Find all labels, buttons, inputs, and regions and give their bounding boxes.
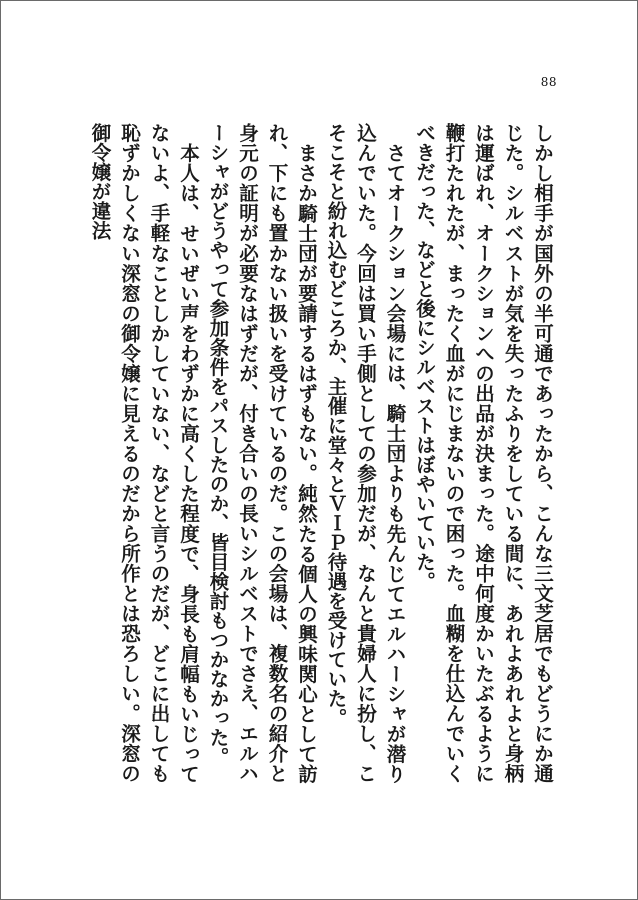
paragraph: しかし相手が国外の半可通であったから、こんな三文芝居でもどうにか通じた。シルベストが気を失ったふりをしている間に、あれよあれよと身柄は運ばれ、オークションへの出品が決まった。途中何度かいたぶるように鞭打たれたが、まったく血がにじまないので困った。血糊を仕込んでいくべきだった、などと後にシルベストはぼやいていた。 xyxy=(413,123,554,783)
page-number: 88 xyxy=(540,75,557,89)
paragraph: さてオークション会場には、騎士団よりも先んじてエルハーシャが潜り込んでいた。今回は買い手側としての参加だが、なんと貴婦人に扮し、こそこそと紛れ込むどころか、主催に堂々とＶＩＰ待遇を受けていた。 xyxy=(324,123,407,783)
paragraph: まさか騎士団が要請するはずもない。純然たる個人の興味関心として訪れ、下にも置かない扱いを受けているのだ。この会場は、複数名の紹介と身元の証明が必要なはずだが、付き合いの長いシルベストでさえ、エルハーシャがどうやって参加条件をパスしたのか、皆目検討もつかなかった。 xyxy=(206,123,318,783)
body-text xyxy=(85,123,557,783)
paragraph: 本人は、せいぜい声をわずかに高くした程度で、身長も肩幅もいじってないよ、手軽なことしかしていない、などと言うのだが、どこに出しても恥ずかしくない深窓の御令嬢に見えるのだから所作とは恐ろしい。深窓の御令嬢が違法 xyxy=(88,123,200,783)
